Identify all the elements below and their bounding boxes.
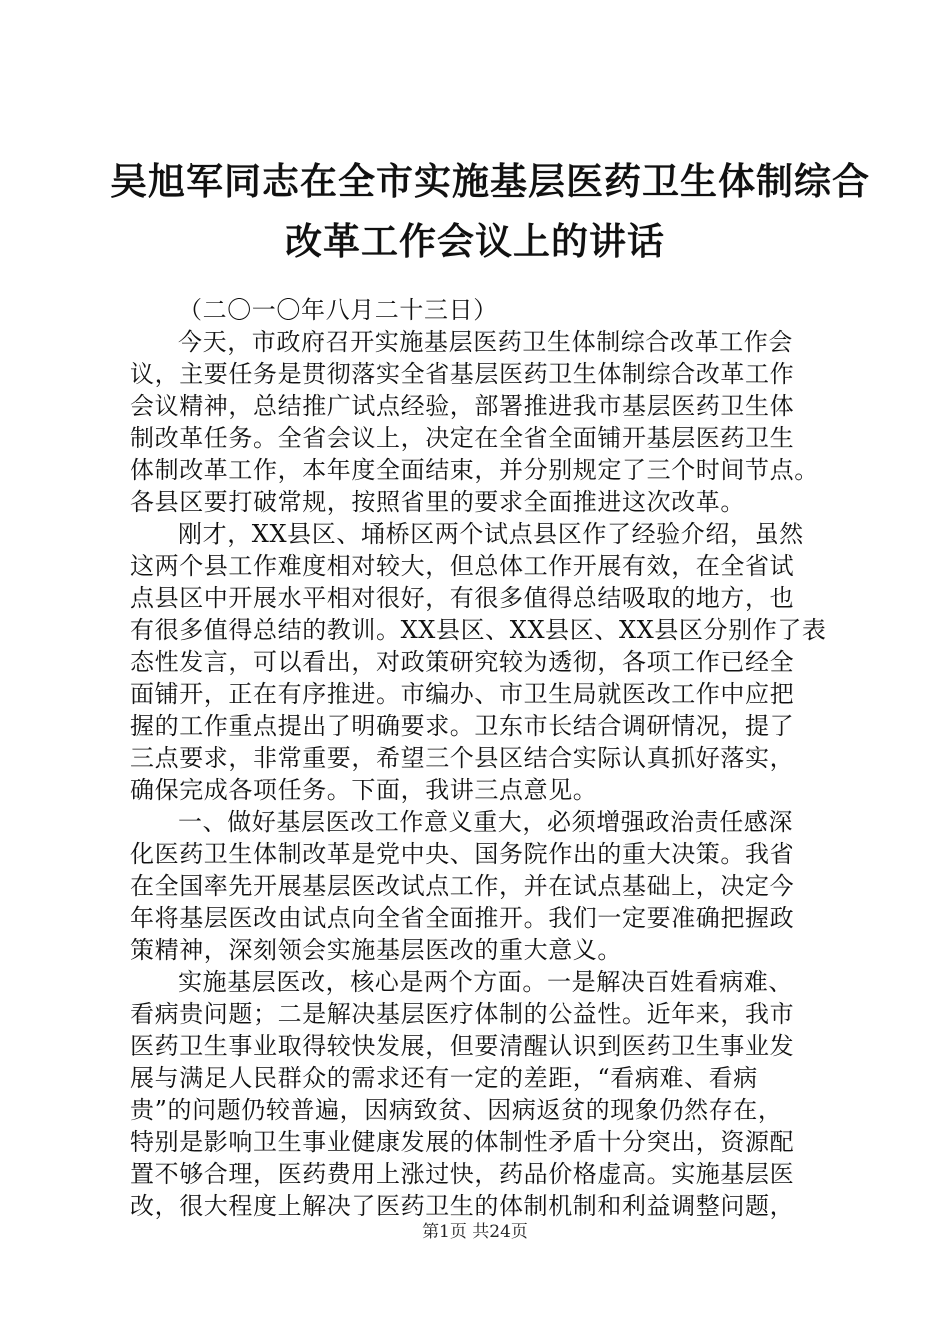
body-line: 置不够合理，医药费用上涨过快，药品价格虚高。实施基层医 xyxy=(130,1160,795,1188)
body-line: 实施基层医改，核心是两个方面。一是解决百姓看病难、 xyxy=(178,968,793,996)
body-line: 会议精神，总结推广试点经验，部署推进我市基层医药卫生体 xyxy=(130,392,795,420)
body-line: 面铺开，正在有序推进。市编办、市卫生局就医改工作中应把 xyxy=(130,680,795,708)
body-line: 有很多值得总结的教训。XX县区、XX县区、XX县区分别作了表 xyxy=(130,616,827,644)
date-line: （二〇一〇年八月二十三日） xyxy=(178,296,498,324)
body-line: 确保完成各项任务。下面，我讲三点意见。 xyxy=(130,776,598,804)
body-line: 在全国率先开展基层医改试点工作，并在试点基础上，决定今 xyxy=(130,872,795,900)
body-line: 这两个县工作难度相对较大，但总体工作开展有效，在全省试 xyxy=(130,552,795,580)
page-number-footer: 第1页 共24页 xyxy=(422,1222,528,1242)
body-line: 各县区要打破常规，按照省里的要求全面推进这次改革。 xyxy=(130,488,745,516)
document-title-line-2: 改革工作会议上的讲话 xyxy=(285,219,665,263)
document-title-line-1: 吴旭军同志在全市实施基层医药卫生体制综合 xyxy=(110,159,870,203)
body-line: 三点要求，非常重要，希望三个县区结合实际认真抓好落实， xyxy=(130,744,795,772)
body-line: 展与满足人民群众的需求还有一定的差距，“看病难、看病 xyxy=(130,1064,758,1092)
body-line: 刚才，XX县区、埇桥区两个试点县区作了经验介绍，虽然 xyxy=(178,520,804,548)
body-line: 体制改革工作，本年度全面结束，并分别规定了三个时间节点。 xyxy=(130,456,819,484)
body-line: 特别是影响卫生事业健康发展的体制性矛盾十分突出，资源配 xyxy=(130,1128,795,1156)
body-line: 看病贵问题；二是解决基层医疗体制的公益性。近年来，我市 xyxy=(130,1000,795,1028)
body-line: 化医药卫生体制改革是党中央、国务院作出的重大决策。我省 xyxy=(130,840,795,868)
body-line: 制改革任务。全省会议上，决定在全省全面铺开基层医药卫生 xyxy=(130,424,795,452)
body-line: 点县区中开展水平相对很好，有很多值得总结吸取的地方，也 xyxy=(130,584,795,612)
body-line: 一、做好基层医改工作意义重大，必须增强政治责任感深 xyxy=(178,808,793,836)
body-line: 态性发言，可以看出，对政策研究较为透彻，各项工作已经全 xyxy=(130,648,795,676)
document-body xyxy=(130,294,835,1222)
body-line: 策精神，深刻领会实施基层医改的重大意义。 xyxy=(130,936,622,964)
body-line: 改，很大程度上解决了医药卫生的体制机制和利益调整问题， xyxy=(130,1192,795,1220)
body-line: 今天，市政府召开实施基层医药卫生体制综合改革工作会 xyxy=(178,328,793,356)
body-line: 议，主要任务是贯彻落实全省基层医药卫生体制综合改革工作 xyxy=(130,360,795,388)
body-line: 贵”的问题仍较普遍，因病致贫、因病返贫的现象仍然存在， xyxy=(130,1096,783,1124)
body-line: 握的工作重点提出了明确要求。卫东市长结合调研情况，提了 xyxy=(130,712,795,740)
body-line: 医药卫生事业取得较快发展，但要清醒认识到医药卫生事业发 xyxy=(130,1032,795,1060)
body-line: 年将基层医改由试点向全省全面推开。我们一定要准确把握政 xyxy=(130,904,795,932)
